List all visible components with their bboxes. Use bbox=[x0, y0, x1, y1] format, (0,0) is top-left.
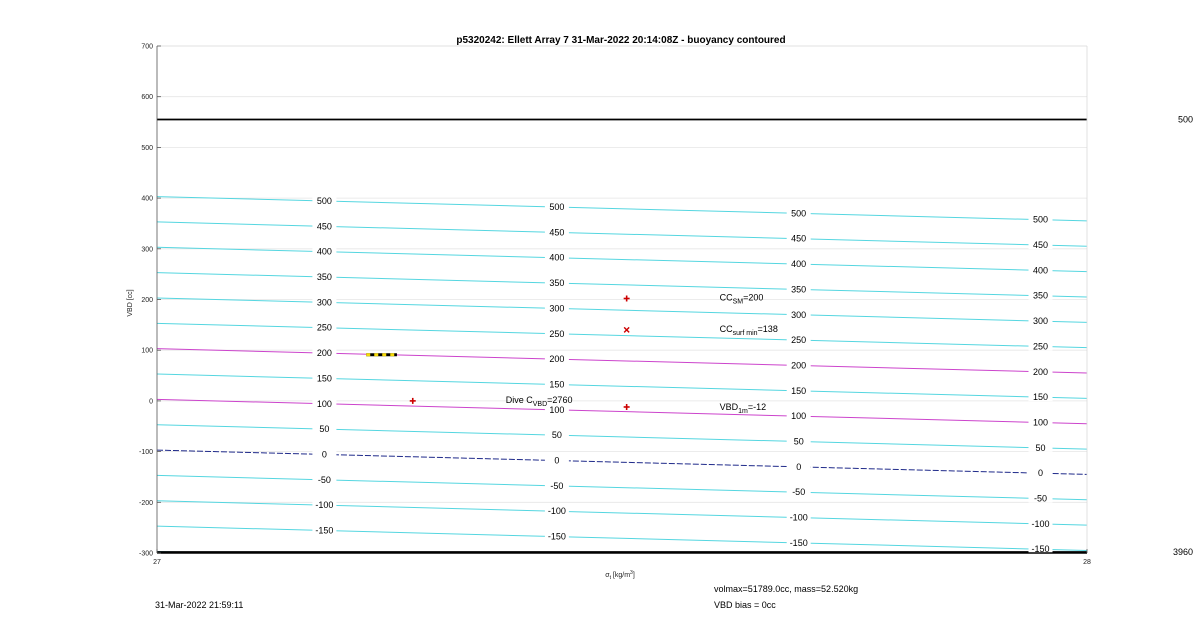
contour-label: -150 bbox=[315, 525, 334, 536]
contour-label: 150 bbox=[316, 373, 332, 384]
reference-lines bbox=[157, 115, 1193, 557]
contour-label: -150 bbox=[1031, 544, 1050, 555]
contour-label: 350 bbox=[791, 284, 807, 295]
contour-label: 450 bbox=[791, 233, 807, 244]
contour-line bbox=[157, 349, 1087, 373]
contour-label: 150 bbox=[791, 385, 807, 396]
contour-label: 50 bbox=[319, 424, 330, 435]
contour-label: 150 bbox=[1032, 392, 1049, 403]
y-axis-label: VBD [cc] bbox=[127, 289, 134, 317]
contour-label: 400 bbox=[316, 246, 332, 257]
contour-label: 300 bbox=[549, 303, 565, 314]
contour-label: 200 bbox=[549, 354, 565, 365]
marker-annotation: $VBD_{1m}=-12$ bbox=[719, 401, 767, 415]
y-tick-label: 200 bbox=[141, 297, 153, 304]
contour-label: 450 bbox=[316, 221, 332, 232]
contour-label: 300 bbox=[791, 309, 807, 320]
contour-label: 200 bbox=[791, 360, 807, 371]
y-tick-label: 0 bbox=[149, 398, 153, 406]
marker-annotation: Dive $C_{VBD}=2760$ bbox=[505, 394, 573, 408]
y-tick-label: 600 bbox=[141, 94, 153, 102]
contour-line bbox=[157, 450, 1087, 474]
contour-label: 450 bbox=[549, 227, 565, 238]
contour-label: 0 bbox=[1037, 468, 1044, 479]
contour-label: -100 bbox=[1031, 518, 1050, 529]
contour-label: -100 bbox=[789, 512, 808, 523]
contour-label: -150 bbox=[547, 531, 566, 542]
contour-label: 400 bbox=[549, 252, 565, 263]
contour-label: 150 bbox=[549, 379, 565, 390]
contour-label: -50 bbox=[550, 480, 564, 491]
contour-label: -50 bbox=[317, 474, 331, 485]
contour-label: 100 bbox=[549, 404, 565, 415]
contour-line bbox=[157, 197, 1087, 221]
contour-label: 350 bbox=[316, 272, 332, 283]
contour-line bbox=[157, 222, 1087, 246]
contour-line bbox=[157, 501, 1087, 525]
marker-annotation: $CC_{surf min}=138$ bbox=[719, 323, 778, 337]
contour-label: 450 bbox=[1032, 240, 1049, 251]
y-tick-label: -200 bbox=[138, 499, 153, 507]
y-tick-label: 300 bbox=[141, 246, 153, 254]
x-tick-label: 28 bbox=[1083, 559, 1091, 566]
contour-labels bbox=[312, 196, 1052, 554]
reference-line-label: 500 bbox=[1177, 114, 1193, 125]
contour-label: -150 bbox=[789, 537, 808, 548]
contour-label: 50 bbox=[793, 436, 804, 447]
contour-label: 250 bbox=[549, 328, 565, 339]
contour-label: 100 bbox=[1032, 417, 1049, 428]
contour-label: 0 bbox=[796, 461, 802, 472]
contour-line bbox=[157, 273, 1087, 297]
contour-label: 400 bbox=[1032, 265, 1049, 276]
y-tick-label: 700 bbox=[141, 43, 153, 51]
contour-label: 500 bbox=[791, 208, 807, 219]
y-tick-label: -100 bbox=[138, 449, 153, 457]
marker-annotation: $CC_{SM}=200$ bbox=[719, 292, 764, 306]
contour-lines bbox=[157, 197, 1087, 553]
y-tick-label: 500 bbox=[141, 144, 153, 152]
contour-label: 250 bbox=[791, 335, 807, 346]
contour-label: 0 bbox=[321, 449, 327, 460]
footer-volmax: volmax=51789.0cc, mass=52.520kg bbox=[714, 584, 859, 594]
contour-label: 200 bbox=[1032, 366, 1049, 377]
contour-label: 300 bbox=[1032, 316, 1049, 327]
contour-label: 50 bbox=[551, 430, 562, 441]
x-axis-label: $\sigma_t$ $[kg/m^3]$ bbox=[605, 570, 635, 581]
footer-vbd-bias: VBD bias = 0cc bbox=[714, 600, 776, 610]
contour-line bbox=[157, 374, 1087, 398]
contour-line bbox=[157, 247, 1087, 271]
contour-label: 500 bbox=[549, 202, 565, 213]
contour-line bbox=[157, 298, 1087, 322]
contour-label: 400 bbox=[791, 259, 807, 270]
contour-label: 100 bbox=[316, 398, 332, 409]
x-tick-label: 27 bbox=[153, 559, 161, 566]
contour-label: -100 bbox=[547, 506, 566, 517]
markers bbox=[366, 292, 778, 414]
contour-line bbox=[157, 399, 1087, 423]
contour-line bbox=[157, 526, 1087, 550]
contour-line bbox=[157, 425, 1087, 449]
y-tick-label: 100 bbox=[141, 347, 153, 355]
chart-title: p5320242: Ellett Array 7 31-Mar-2022 20:14:08Z - buoyancy contoured bbox=[456, 35, 786, 46]
contour-label: 0 bbox=[554, 455, 560, 466]
contour-line bbox=[157, 475, 1087, 499]
contour-label: 100 bbox=[791, 411, 807, 422]
contour-label: -100 bbox=[315, 500, 334, 511]
contour-label: -50 bbox=[792, 487, 806, 498]
contour-label: 500 bbox=[316, 195, 332, 206]
contour-label: 300 bbox=[316, 297, 332, 308]
contour-label: 200 bbox=[316, 348, 332, 359]
contour-label: -50 bbox=[1033, 493, 1048, 504]
contour-label: 250 bbox=[1032, 341, 1049, 352]
y-tick-label: -300 bbox=[138, 550, 153, 558]
contour-line bbox=[157, 323, 1087, 347]
contour-label: 350 bbox=[549, 278, 565, 289]
footer-timestamp: 31-Mar-2022 21:59:11 bbox=[155, 600, 244, 610]
contour-label: 350 bbox=[1032, 290, 1049, 301]
contour-label: 250 bbox=[316, 322, 332, 333]
contour-label: 500 bbox=[1032, 214, 1049, 225]
contour-label: 50 bbox=[1035, 442, 1046, 453]
reference-line-label: 3960 bbox=[1172, 546, 1193, 557]
grid bbox=[157, 97, 1087, 503]
y-tick-label: 400 bbox=[141, 195, 153, 203]
